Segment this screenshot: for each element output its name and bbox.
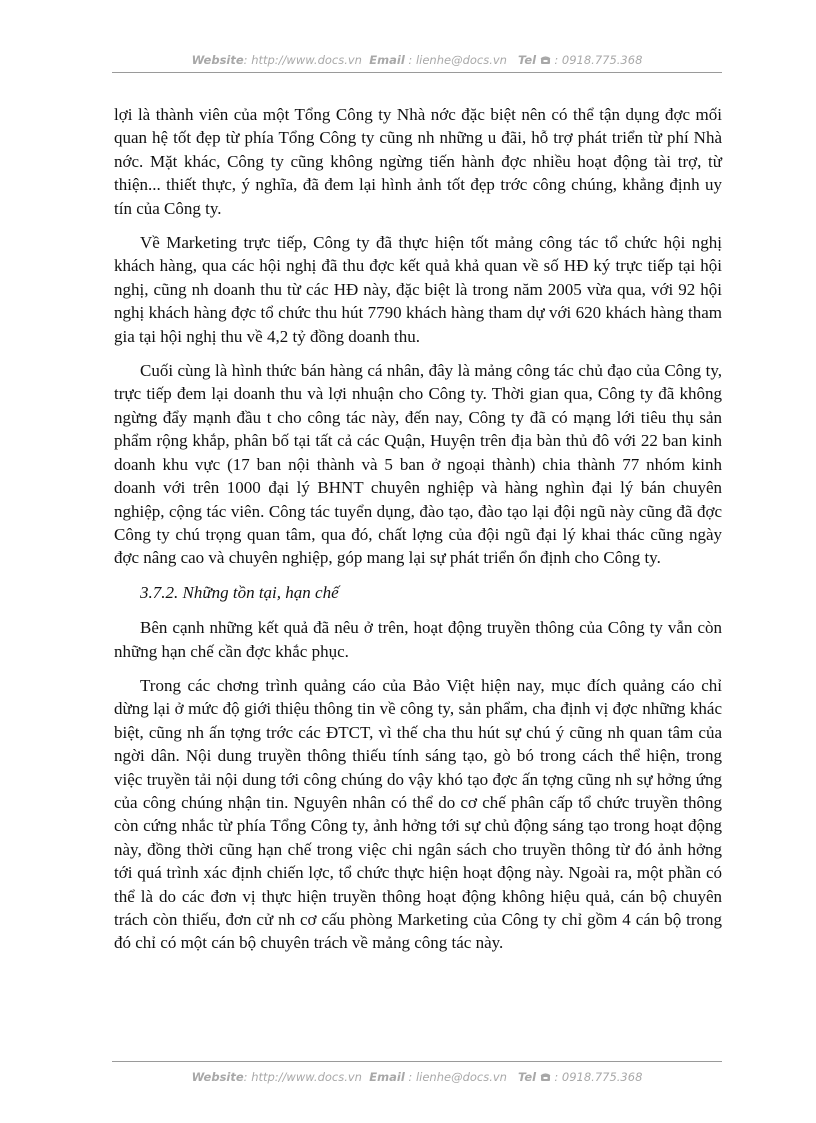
page-footer (112, 1070, 722, 1084)
footer-divider (112, 1061, 722, 1062)
page-header (112, 53, 722, 67)
header-email-label: Email (369, 53, 405, 67)
paragraph: Bên cạnh những kết quả đã nêu ở trên, hoạt động truyền thông của Công ty vẫn còn những hạn chế cần đợc khắc phục. (114, 618, 722, 661)
header-website-value: : http://www.docs.vn (243, 53, 362, 67)
phone-icon (540, 53, 555, 67)
header-website-label: Website (191, 53, 244, 67)
footer-website-value: : http://www.docs.vn (243, 1070, 362, 1084)
header-tel-value: : 0918.775.368 (554, 53, 643, 67)
header-divider (112, 72, 722, 73)
paragraph: Trong các chơng trình quảng cáo của Bảo Việt hiện nay, mục đích quảng cáo chỉ dừng lại ở mức độ giới thiệu thông tin về công ty, sản phẩm, cha định vị đợc những khác biệt, cũng nh ấn tợng trớc các ĐTCT, vì thế cha thu hút sự chú ý cũng nh quan tâm của ngời dân. Nội dung truyền thông thiếu tính sáng tạo, gò bó trong cách thể hiện, trong việc truyền tải nội dung tới công chúng do vậy khó tạo đợc ấn tợng cũng nh sự hởng ứng của công chúng nhận tin. Nguyên nhân có thể do cơ chế phân cấp tổ chức truyền thông còn cứng nhắc từ phía Tổng Công ty, ảnh hởng tới sự chủ động sáng tạo trong hoạt động này, đồng thời cũng hạn chế trong việc chi ngân sách cho truyền thông từ đó ảnh hởng tới quá trình xác định chiến lợc, tổ chức thực hiện hoạt động này. Ngoài ra, một phần có thể là do các đơn vị thực hiện truyền thông hoạt động không hiệu quả, cán bộ chuyên trách còn thiếu, đơn cử nh cơ cấu phòng Marketing của Công ty chỉ gồm 4 cán bộ trong đó chỉ có một cán bộ chuyên trách về mảng công tác này. (114, 675, 722, 953)
paragraph: lợi là thành viên của một Tổng Công ty Nhà nớc đặc biệt nên có thể tận dụng đợc mối quan hệ tốt đẹp từ phía Tổng Công ty cũng nh những u đãi, hỗ trợ phát triển từ phí Nhà nớc. Mặt khác, Công ty cũng không ngừng tiến hành đợc nhiều hoạt động tài trợ, từ thiện... thiết thực, ý nghĩa, đã đem lại hình ảnh tốt đẹp trớc công chúng, khẳng định uy tín của Công ty. (114, 105, 722, 218)
section-heading: 3.7.2. Những tồn tại, hạn chế (140, 582, 339, 602)
paragraph: Cuối cùng là hình thức bán hàng cá nhân, đây là mảng công tác chủ đạo của Công ty, trực tiếp đem lại doanh thu và lợi nhuận cho Công ty. Thời gian qua, Công ty đã không ngừng đẩy mạnh đầu t cho công tác này, đến nay, Công ty đã có mạng lới tiêu thụ sản phẩm rộng khắp, phân bố tại tất cả các Quận, Huyện trên địa bàn thủ đô với 22 ban kinh doanh khu vực (17 ban nội thành và 5 ban ở ngoại thành) chia thành 77 nhóm kinh doanh với trên 1000 đại lý BHNT chuyên nghiệp và hàng nghìn đại lý bán chuyên nghiệp, cộng tác viên. Công tác tuyển dụng, đào tạo, đào tạo lại đội ngũ này cũng đã đợc Công ty chú trọng quan tâm, qua đó, chất lợng của đội ngũ đại lý khai thác cũng ngày đợc nâng cao và chuyên nghiệp, góp mang lại sự phát triển ổn định cho Công ty. (114, 361, 722, 568)
footer-tel-value: : 0918.775.368 (554, 1070, 643, 1084)
document-body (114, 103, 722, 966)
footer-tel-label: Tel (517, 1070, 537, 1084)
phone-icon (540, 1070, 555, 1084)
footer-email-value: : lienhe@docs.vn (408, 1070, 507, 1084)
paragraph: Về Marketing trực tiếp, Công ty đã thực hiện tốt mảng công tác tổ chức hội nghị khách hàng, qua các hội nghị đã thu đợc kết quả khả quan về số HĐ ký trực tiếp tại hội nghị, cũng nh doanh thu từ các HĐ này, đặc biệt là trong năm 2005 vừa qua, với 92 hội nghị khách hàng đợc tổ chức thu hút 7790 khách hàng tham dự với 620 khách hàng tham gia tại hội nghị thu về 4,2 tỷ đồng doanh thu. (114, 233, 722, 346)
header-tel-label: Tel (517, 53, 537, 67)
footer-email-label: Email (369, 1070, 405, 1084)
footer-website-label: Website (191, 1070, 244, 1084)
header-email-value: : lienhe@docs.vn (408, 53, 507, 67)
